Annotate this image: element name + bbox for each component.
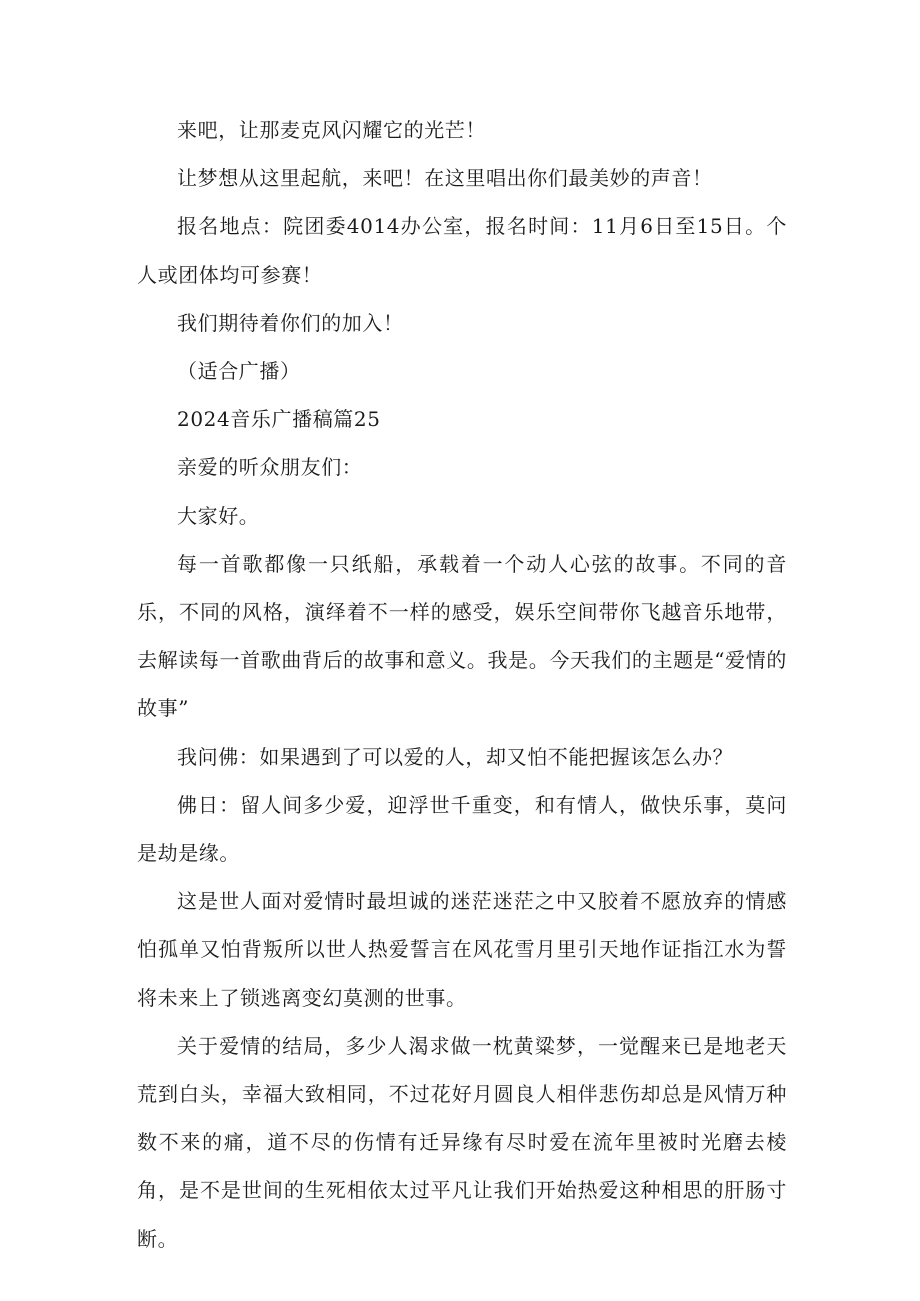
paragraph-5: （适合广播） [177,359,301,384]
paragraph-9: 每一首歌都像一只纸船，承载着一个动人心弦的故事。不同的音乐，不同的风格，演绎着不一样的感受，娱乐空间带你飞越音乐地带，去解读每一首歌曲背后的故事和意义。我是。今天我们的主题是“爱情的故事” [137,551,787,721]
paragraph-3: 报名地点：院团委4014办公室，报名时间：11月6日至15日。个人或团体均可参赛！ [137,214,787,287]
paragraph-8: 大家好。 [177,503,260,528]
document-body [137,106,787,1263]
paragraph-4: 我们期待着你们的加入！ [177,310,404,335]
paragraph-6-heading: 2024音乐广播稿篇25 [177,407,381,432]
paragraph-7: 亲爱的听众朋友们： [177,455,363,480]
paragraph-11: 佛日：留人间多少爱，迎浮世千重变，和有情人，做快乐事，莫问是劫是缘。 [137,792,787,866]
paragraph-13: 关于爱情的结局，多少人渴求做一枕黄粱梦，一觉醒来已是地老天荒到白头，幸福大致相同，不过花好月圆良人相伴悲伤却总是风情万种数不来的痛，道不尽的伤情有迁异缘有尽时爱在流年里被时光磨去棱角，是不是世间的生死相依太过平凡让我们开始热爱这种相思的肝肠寸断。 [137,1033,787,1251]
paragraph-10: 我问佛：如果遇到了可以爱的人，却又怕不能把握该怎么办？ [177,744,734,769]
paragraph-2: 让梦想从这里起航，来吧！在这里唱出你们最美妙的声音！ [177,166,713,191]
paragraph-12: 这是世人面对爱情时最坦诚的迷茫迷茫之中又胶着不愿放弃的情感怕孤单又怕背叛所以世人热爱誓言在风花雪月里引天地作证指江水为誓将未来上了锁逃离变幻莫测的世事。 [137,889,787,1010]
paragraph-1: 来吧，让那麦克风闪耀它的光芒！ [177,118,486,142]
